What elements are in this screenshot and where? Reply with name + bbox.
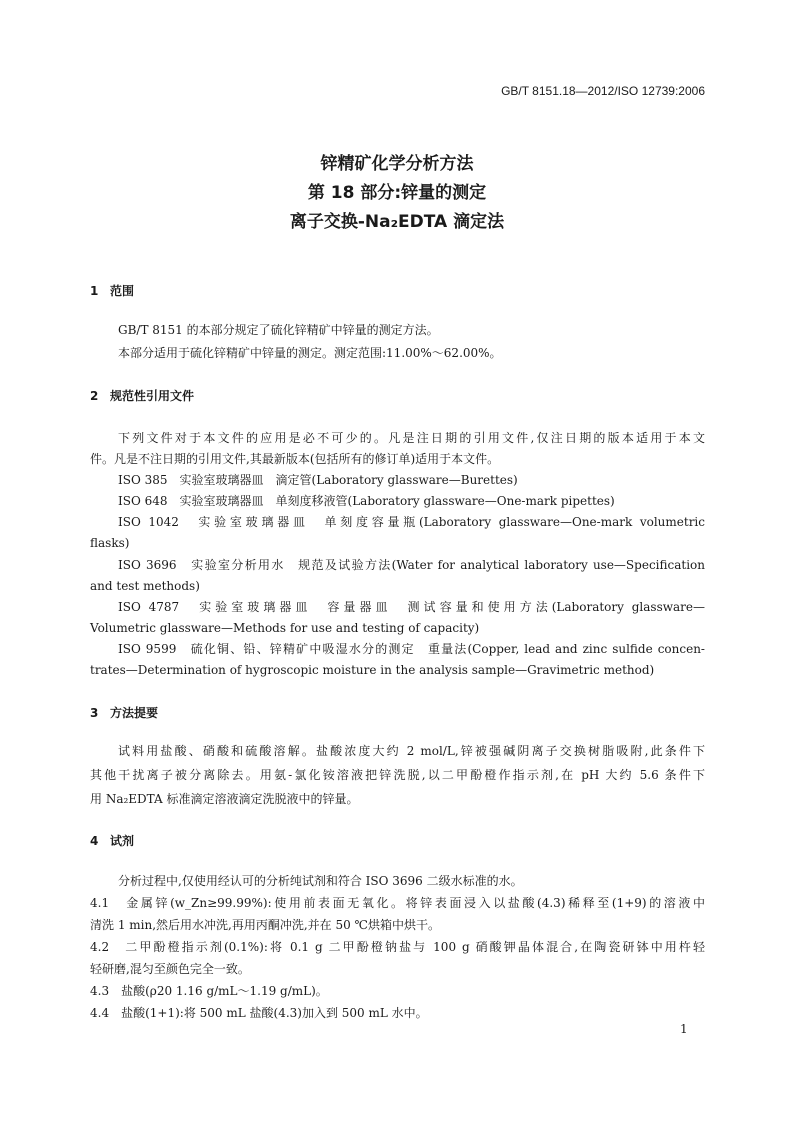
reagents-intro: 分析过程中,仅使用经认可的分析纯试剂和符合 ISO 3696 二级水标准的水。 (118, 874, 523, 888)
standard-code: GB/T 8151.18—2012/ISO 12739:2006 (501, 84, 705, 98)
method-line-1: 试料用盐酸、硝酸和硫酸溶解。盐酸浓度大约 2 mol/L,锌被强碱阴离子交换树脂吸附,此条件下 (118, 744, 705, 758)
title-line-1: 锌精矿化学分析方法 (320, 154, 474, 174)
reference-iso-385: ISO 385 实验室玻璃器皿 滴定管(Laboratory glassware—Burettes) (118, 473, 518, 487)
section-title: 范围 (110, 284, 135, 298)
section-number: 4 (90, 834, 99, 848)
document-title (0, 150, 794, 237)
section-number: 3 (90, 706, 99, 720)
reference-iso-3696-line-1: ISO 3696 实验室分析用水 规范及试验方法(Water for analytical laboratory use—Specification (118, 558, 705, 572)
section-2-heading (90, 387, 194, 404)
section-3-heading (90, 704, 158, 721)
reagent-4-4: 4.4 盐酸(1+1):将 500 mL 盐酸(4.3)加入到 500 mL 水中。 (90, 1006, 428, 1020)
section-1-heading (90, 282, 134, 299)
page-number: 1 (680, 1022, 688, 1036)
references-intro-line-1: 下列文件对于本文件的应用是必不可少的。凡是注日期的引用文件,仅注日期的版本适用于本文 (118, 431, 705, 445)
reference-iso-1042-line-2: flasks) (90, 536, 130, 550)
method-line-3: 用 Na₂EDTA 标准滴定溶液滴定洗脱液中的锌量。 (90, 792, 359, 806)
reagent-4-3: 4.3 盐酸(ρ20 1.16 g/mL～1.19 g/mL)。 (90, 984, 328, 998)
section-number: 2 (90, 389, 99, 403)
reagent-4-2-line-1: 4.2 二甲酚橙指示剂(0.1%):将 0.1 g 二甲酚橙钠盐与 100 g 硝酸钾晶体混合,在陶瓷研钵中用杵轻 (90, 940, 705, 954)
reference-iso-4787-line-2: Volumetric glassware—Methods for use and testing of capacity) (90, 621, 480, 635)
reagent-4-1-line-1: 4.1 金属锌(w_Zn≥99.99%):使用前表面无氧化。将锌表面浸入以盐酸(4.3)稀释至(1+9)的溶液中 (90, 896, 705, 910)
section-number: 1 (90, 284, 99, 298)
reference-iso-3696-line-2: and test methods) (90, 579, 200, 593)
references-intro-line-2: 件。凡是不注日期的引用文件,其最新版本(包括所有的修订单)适用于本文件。 (90, 452, 500, 466)
section-title: 试剂 (110, 834, 135, 848)
scope-paragraph-1: GB/T 8151 的本部分规定了硫化锌精矿中锌量的测定方法。 (118, 323, 439, 337)
reference-iso-9599-line-1: ISO 9599 硫化铜、铅、锌精矿中吸湿水分的测定 重量法(Copper, lead and zinc sulfide concen- (118, 642, 705, 656)
section-title: 方法提要 (110, 706, 159, 720)
reference-iso-9599-line-2: trates—Determination of hygroscopic moisture in the analysis sample—Gravimetric method) (90, 663, 655, 677)
reagent-4-1-line-2: 清洗 1 min,然后用水冲洗,再用丙酮冲洗,并在 50 ℃烘箱中烘干。 (90, 918, 440, 932)
reference-iso-648: ISO 648 实验室玻璃器皿 单刻度移液管(Laboratory glassware—One-mark pipettes) (118, 494, 615, 508)
section-title: 规范性引用文件 (110, 389, 195, 403)
reagent-4-2-line-2: 轻研磨,混匀至颜色完全一致。 (90, 962, 250, 976)
scope-paragraph-2: 本部分适用于硫化锌精矿中锌量的测定。测定范围:11.00%～62.00%。 (118, 346, 502, 360)
title-line-2: 第 18 部分:锌量的测定 (307, 183, 487, 203)
section-4-heading (90, 832, 134, 849)
reference-iso-4787-line-1: ISO 4787 实验室玻璃器皿 容量器皿 测试容量和使用方法(Laboratory glassware— (118, 600, 705, 614)
reference-iso-1042-line-1: ISO 1042 实验室玻璃器皿 单刻度容量瓶(Laboratory glassware—One-mark volumetric (118, 515, 705, 529)
title-line-3: 离子交换-Na₂EDTA 滴定法 (289, 212, 505, 232)
method-line-2: 其他干扰离子被分离除去。用氨-氯化铵溶液把锌洗脱,以二甲酚橙作指示剂,在 pH 大约 5.6 条件下 (90, 768, 705, 782)
